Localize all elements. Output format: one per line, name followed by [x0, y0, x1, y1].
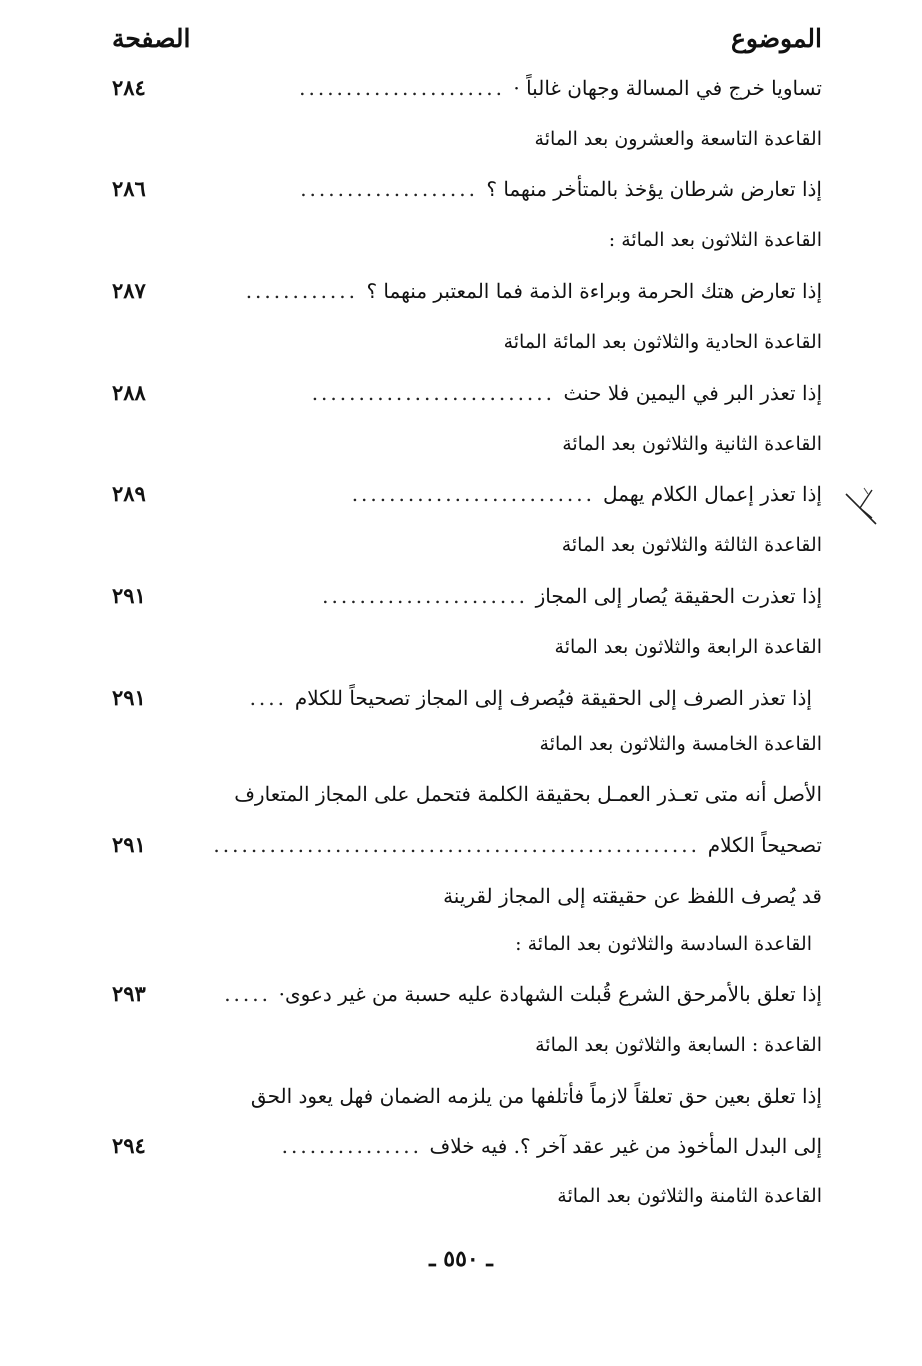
- entry-text: إذا تعذر إعمال الكلام يهمل: [602, 482, 822, 506]
- entry-text: القاعدة : السابعة والثلاثون بعد المائة: [535, 1034, 822, 1056]
- entry-page-number: ٢٩٣: [112, 981, 146, 1006]
- entry-page-number: ٢٩١: [112, 583, 146, 608]
- leader-dots: ...................: [300, 177, 478, 201]
- entry-text: القاعدة التاسعة والعشرون بعد المائة: [534, 128, 822, 150]
- rule-heading: [112, 924, 812, 964]
- entry-text: إذا تعذر البر في اليمين فلا حنث: [563, 381, 822, 405]
- entry-text: القاعدة الرابعة والثلاثون بعد المائة: [554, 636, 822, 658]
- toc-entry: [112, 68, 822, 108]
- rule-heading: [112, 1025, 822, 1065]
- toc-entry: [112, 1076, 822, 1116]
- margin-mark: [842, 484, 882, 528]
- toc-entry: [112, 974, 822, 1014]
- entry-text: إلى البدل المأخوذ من غير عقد آخر ؟. فيه خلاف: [429, 1134, 822, 1158]
- page-number: ـ ٥٥٠ ـ: [429, 1246, 493, 1272]
- entry-page-number: ٢٩٤: [112, 1133, 146, 1158]
- leader-dots: ......................: [299, 76, 505, 100]
- entry-text: إذا تعذر الصرف إلى الحقيقة فيُصرف إلى المجاز تصحيحاً للكلام: [294, 686, 812, 710]
- leader-dots: ..........................: [311, 381, 555, 405]
- entry-text: القاعدة الثانية والثلاثون بعد المائة: [562, 433, 822, 455]
- toc-entry: [112, 1126, 822, 1166]
- leader-dots: ......................: [322, 584, 528, 608]
- rule-heading: [112, 627, 822, 667]
- toc-entry: [112, 271, 822, 311]
- entry-text: تصحيحاً الكلام: [707, 833, 822, 857]
- toc-entry: [112, 774, 822, 814]
- entry-text: إذا تعارض هتك الحرمة وبراءة الذمة فما المعتبر منهما ؟: [366, 279, 822, 303]
- leader-dots: ...............: [281, 1134, 422, 1158]
- entry-text: القاعدة الثلاثون بعد المائة :: [608, 229, 822, 251]
- leader-dots: ....: [249, 686, 287, 710]
- leader-dots: ..........................: [351, 482, 595, 506]
- rule-heading: [112, 525, 822, 565]
- toc-entry: [112, 678, 812, 718]
- entry-text: إذا تعلق بعين حق تعلقاً لازماً فأتلفها من يلزمه الضمان فهل يعود الحق: [250, 1084, 822, 1108]
- entry-page-number: ٢٨٨: [112, 380, 146, 405]
- leader-dots: ....................................................: [213, 833, 700, 857]
- toc-entry: [112, 576, 822, 616]
- rule-heading: [112, 724, 822, 764]
- rule-heading: [112, 424, 822, 464]
- rule-heading: [112, 220, 822, 260]
- toc-entry: [112, 474, 822, 514]
- toc-entry: [112, 825, 822, 865]
- entry-page-number: ٢٨٧: [112, 278, 146, 303]
- entry-page-number: ٢٨٩: [112, 481, 146, 506]
- entry-text: القاعدة الحادية والثلاثون بعد المائة المائة: [503, 331, 822, 353]
- entry-text: القاعدة الخامسة والثلاثون بعد المائة: [539, 733, 822, 755]
- toc-entry: [112, 876, 822, 916]
- entry-page-number: ٢٨٤: [112, 75, 146, 100]
- entry-text: القاعدة الثامنة والثلاثون بعد المائة: [557, 1185, 822, 1207]
- entry-page-number: ٢٩١: [112, 832, 146, 857]
- leader-dots: .....: [224, 982, 271, 1006]
- page-column-header: الصفحة: [112, 24, 191, 53]
- topic-column-header: الموضوع: [731, 24, 822, 53]
- leader-dots: ............: [245, 279, 358, 303]
- entry-text: الأصل أنه متى تعـذر العمـل بحقيقة الكلمة فتحمل على المجاز المتعارف: [234, 782, 822, 806]
- rule-heading: [112, 119, 822, 159]
- entry-text: إذا تعلق بالأمرحق الشرع قُبلت الشهادة عليه حسبة من غير دعوى·: [278, 982, 822, 1006]
- rule-heading: [112, 1176, 822, 1216]
- entry-text: قد يُصرف اللفظ عن حقيقته إلى المجاز لقرينة: [443, 884, 822, 908]
- entry-text: القاعدة الثالثة والثلاثون بعد المائة: [561, 534, 822, 556]
- rule-heading: [112, 322, 822, 362]
- entry-page-number: ٢٩١: [112, 685, 146, 710]
- toc-entry: [112, 169, 822, 209]
- entry-text: إذا تعذرت الحقيقة يُصار إلى المجاز: [535, 584, 822, 608]
- entry-text: القاعدة السادسة والثلاثون بعد المائة :: [515, 933, 812, 955]
- entry-text: تساويا خرج في المسالة وجهان غالباً ·: [513, 76, 822, 100]
- entry-text: إذا تعارض شرطان يؤخذ بالمتأخر منهما ؟: [486, 177, 822, 201]
- toc-entry: [112, 373, 822, 413]
- entry-page-number: ٢٨٦: [112, 176, 146, 201]
